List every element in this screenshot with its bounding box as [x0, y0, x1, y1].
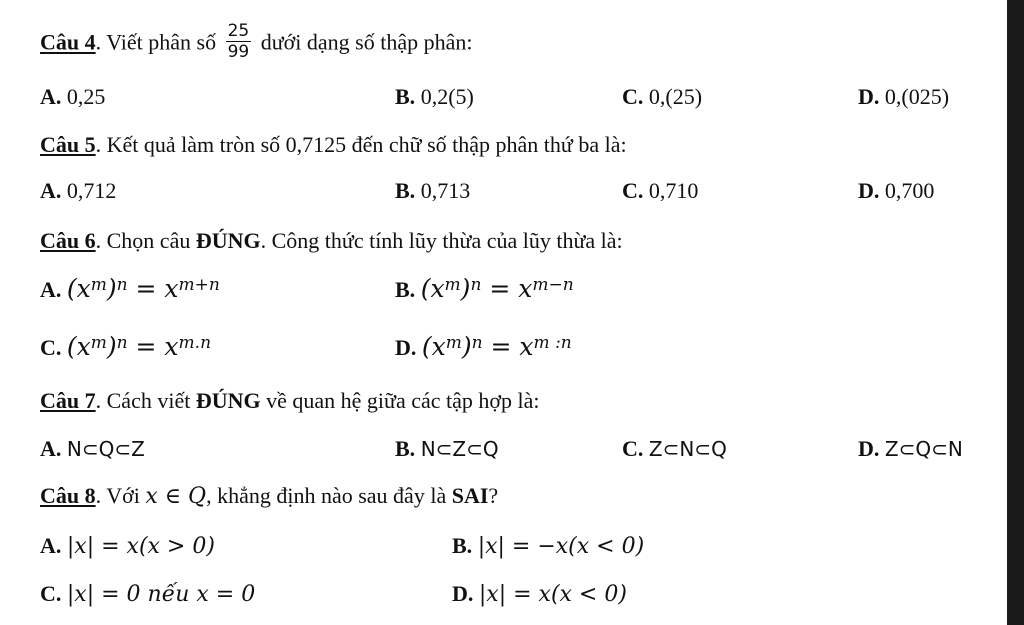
formula: $(x^m)^n = x^{m :n}$ [421, 332, 572, 361]
option-label: B. [395, 84, 416, 109]
option-d [395, 334, 572, 361]
option-b [395, 84, 474, 110]
option-label: B. [395, 436, 416, 461]
option-a [40, 276, 220, 303]
option-a [40, 178, 116, 204]
option-c [40, 581, 255, 608]
inline-math: x ∈ Q [145, 484, 207, 509]
option-text: N⊂Q⊂Z [66, 437, 145, 461]
option-label: D. [858, 84, 880, 109]
question-number: Câu 4 [40, 29, 96, 55]
option-text: 0,25 [66, 84, 106, 109]
question-text: dưới dạng số thập phân: [260, 29, 473, 55]
question-text: . Công thức tính lũy thừa của lũy thừa là: [260, 228, 623, 253]
option-text: Z⊂N⊂Q [648, 437, 727, 461]
question-text: về quan hệ giữa các tập hợp là: [260, 388, 540, 413]
option-d [452, 581, 627, 608]
question-number: Câu 8 [40, 483, 96, 508]
option-label: D. [858, 436, 880, 461]
option-a [40, 533, 215, 560]
option-a [40, 436, 145, 462]
question-5 [40, 132, 627, 158]
option-label: C. [40, 335, 62, 360]
option-text: |x| = −x(x < 0) [477, 534, 645, 559]
option-b [395, 436, 499, 462]
question-number: Câu 7 [40, 388, 96, 413]
option-d [858, 436, 963, 462]
option-text: 0,700 [884, 178, 935, 203]
question-text: . Viết phân số [95, 29, 217, 55]
option-label: D. [395, 335, 417, 360]
question-text: , khẳng định nào sau đây là [206, 483, 452, 508]
option-label: A. [40, 436, 62, 461]
option-label: A. [40, 533, 62, 558]
option-label: A. [40, 84, 62, 109]
question-number: Câu 6 [40, 228, 96, 253]
option-label: A. [40, 178, 62, 203]
question-8 [40, 483, 498, 510]
fraction-numerator: 25 [227, 21, 250, 41]
question-6 [40, 228, 623, 254]
option-d [858, 178, 934, 204]
option-text: |x| = 0 nếu x = 0 [66, 582, 256, 607]
option-d [858, 84, 949, 110]
option-text: 0,(025) [884, 84, 950, 109]
option-c [622, 178, 698, 204]
option-text: 0,710 [648, 178, 699, 203]
option-c [622, 436, 727, 462]
option-text: 0,(25) [648, 84, 703, 109]
question-text: ? [488, 483, 499, 508]
emphasis-text: ĐÚNG [195, 228, 261, 253]
option-label: C. [622, 436, 644, 461]
option-c [622, 84, 702, 110]
option-label: B. [395, 277, 416, 302]
formula: $(x^m)^n = x^{m+n}$ [66, 274, 220, 303]
emphasis-text: ĐÚNG [195, 388, 261, 413]
option-text: |x| = x(x < 0) [478, 582, 627, 607]
option-text: 0,713 [420, 178, 471, 203]
option-text: 0,712 [66, 178, 117, 203]
option-text: 0,2(5) [420, 84, 474, 109]
question-text: . Kết quả làm tròn số 0,7125 đến chữ số thập phân thứ ba là: [95, 132, 627, 157]
option-a [40, 84, 105, 110]
fraction-denominator: 99 [227, 42, 250, 62]
option-label: A. [40, 277, 62, 302]
question-text: . Cách viết [95, 388, 196, 413]
emphasis-text: SAI [451, 483, 489, 508]
option-label: B. [395, 178, 416, 203]
question-number: Câu 5 [40, 132, 96, 157]
question-text: . Với [95, 483, 146, 508]
question-4 [40, 21, 473, 65]
question-text: . Chọn câu [95, 228, 196, 253]
option-text: |x| = x(x > 0) [66, 534, 215, 559]
option-b [452, 533, 644, 560]
option-text: Z⊂Q⊂N [884, 437, 963, 461]
formula: $(x^m)^n = x^{m.n}$ [66, 332, 212, 361]
option-text: N⊂Z⊂Q [420, 437, 499, 461]
question-7 [40, 388, 540, 414]
option-label: C. [622, 178, 644, 203]
option-b [395, 178, 470, 204]
option-label: C. [622, 84, 644, 109]
formula: $(x^m)^n = x^{m-n}$ [420, 274, 574, 303]
option-label: C. [40, 581, 62, 606]
fraction [226, 21, 252, 62]
option-c [40, 334, 211, 361]
option-b [395, 276, 574, 303]
option-label: D. [452, 581, 474, 606]
option-label: B. [452, 533, 473, 558]
option-label: D. [858, 178, 880, 203]
